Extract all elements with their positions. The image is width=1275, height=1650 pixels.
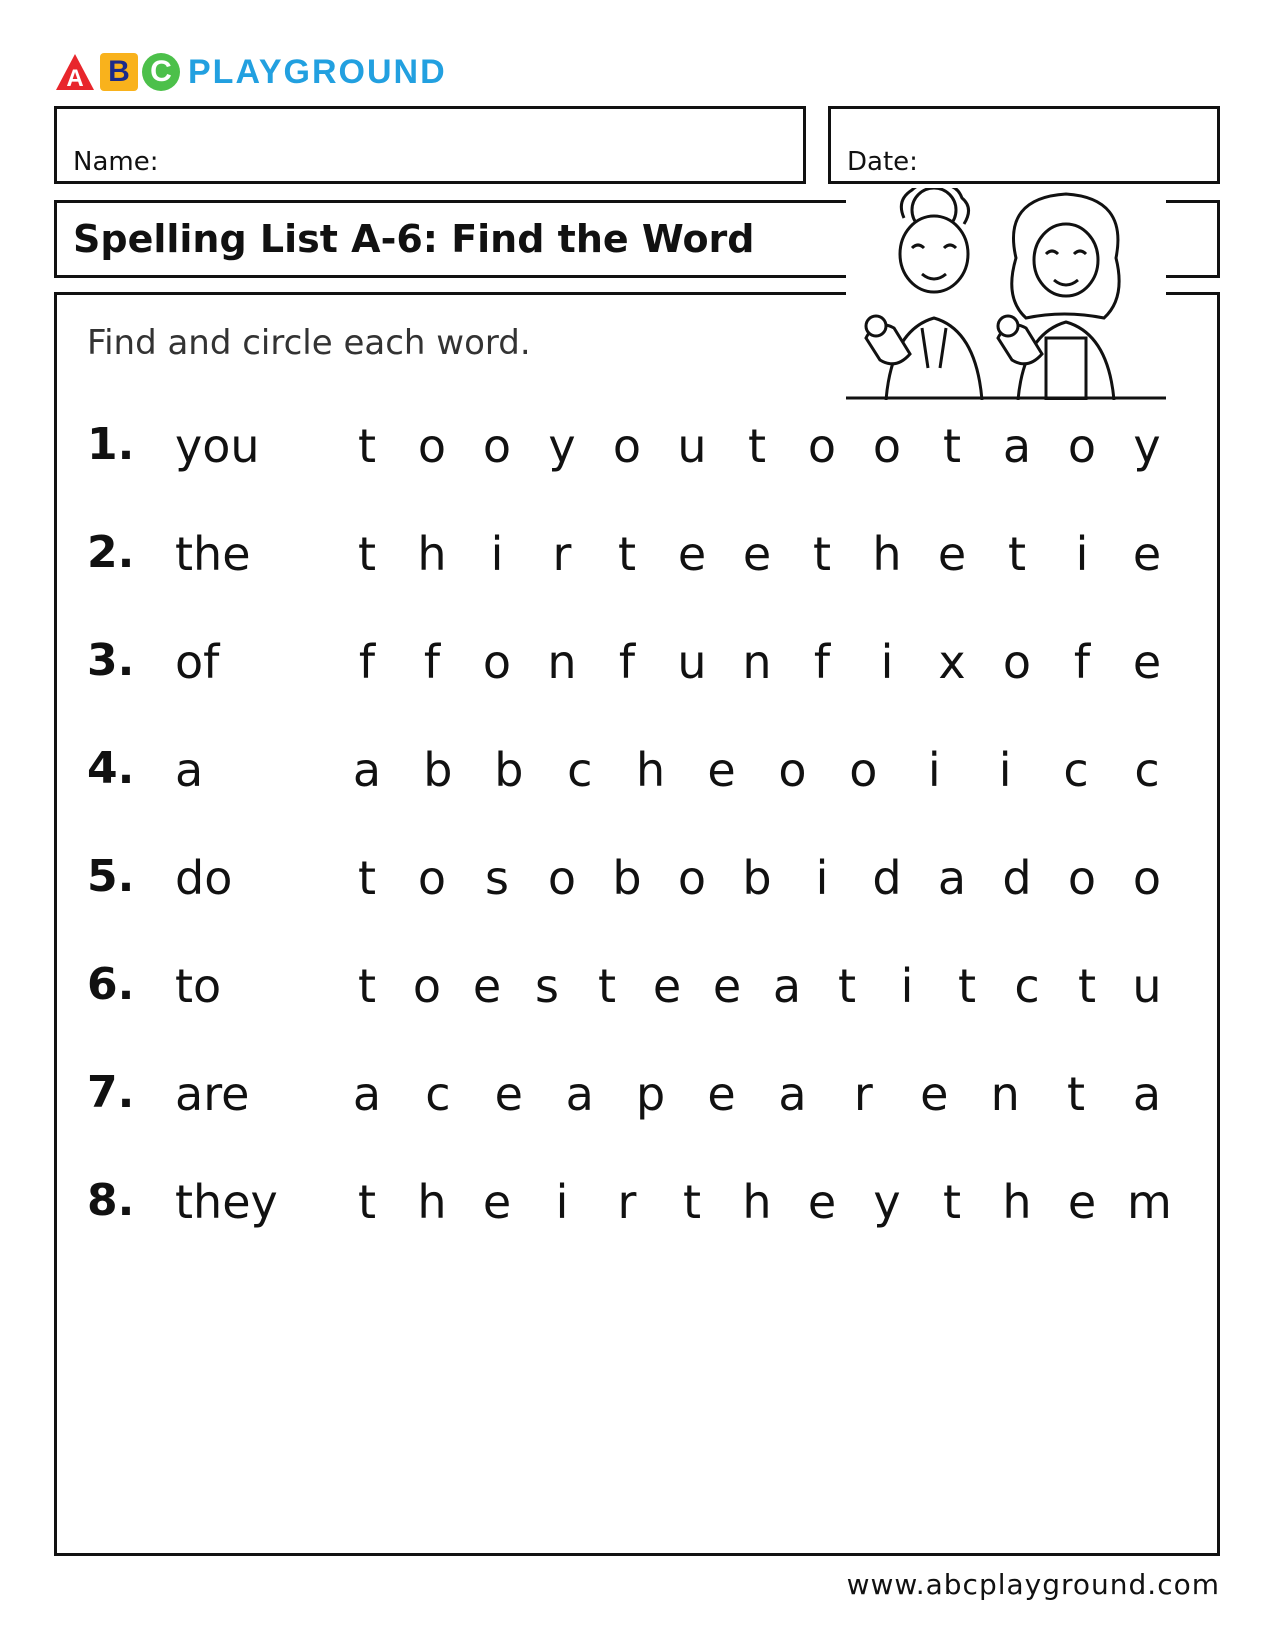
letter[interactable]: t [747,419,767,473]
letter[interactable]: o [1132,851,1162,905]
letter[interactable]: t [617,527,637,581]
instructions: Find and circle each word. [87,323,531,363]
letter[interactable]: c [567,743,593,797]
row-number: 2. [87,527,135,578]
word-row [57,847,1217,907]
letter[interactable]: e [482,1175,512,1229]
letter[interactable]: e [937,527,967,581]
letter[interactable]: t [957,959,977,1013]
letter[interactable]: b [742,851,772,905]
letter-strip [347,959,1167,1019]
target-word: you [175,419,260,473]
letter[interactable]: i [927,743,941,797]
row-number: 5. [87,851,135,902]
letter[interactable]: o [482,635,512,689]
letter[interactable]: e [472,959,502,1013]
letter-strip [347,635,1167,695]
target-word: they [175,1175,278,1229]
letter[interactable]: e [1132,527,1162,581]
letter[interactable]: h [636,743,666,797]
letter[interactable]: i [555,1175,569,1229]
row-number: 1. [87,419,135,470]
letter[interactable]: t [1077,959,1097,1013]
letter[interactable]: i [815,851,829,905]
letter[interactable]: o [612,419,642,473]
word-search-panel [54,292,1220,1556]
date-label: Date: [847,147,918,177]
letter[interactable]: o [1002,635,1032,689]
letter[interactable]: e [1067,1175,1097,1229]
letter[interactable]: t [942,1175,962,1229]
letter[interactable]: f [618,635,636,689]
website-url: www.abcplayground.com [846,1568,1220,1601]
target-word: are [175,1067,250,1121]
logo-letter-a: A [66,65,84,92]
letter[interactable]: i [490,527,504,581]
letter[interactable]: c [1063,743,1089,797]
row-number: 6. [87,959,135,1010]
letter[interactable]: b [612,851,642,905]
letter[interactable]: o [482,419,512,473]
letter[interactable]: o [872,419,902,473]
target-word: a [175,743,204,797]
worksheet-title: Spelling List A-6: Find the Word [73,217,755,261]
letter[interactable]: a [352,743,382,797]
letter-strip [347,1175,1172,1235]
letter[interactable]: x [938,635,966,689]
letter[interactable]: a [1132,1067,1162,1121]
target-word: to [175,959,222,1013]
word-row [57,955,1217,1015]
letter[interactable]: r [853,1067,873,1121]
kids-pointing-illustration [846,188,1166,400]
letter[interactable]: y [1133,419,1161,473]
letter[interactable]: i [880,635,894,689]
letter[interactable]: t [357,419,377,473]
letter-strip [347,1067,1167,1127]
letter[interactable]: t [1007,527,1027,581]
letter[interactable]: t [682,1175,702,1229]
letter[interactable]: c [425,1067,451,1121]
letter[interactable]: a [1002,419,1032,473]
row-number: 7. [87,1067,135,1118]
letter[interactable]: f [358,635,376,689]
logo-letter-b: B [100,53,138,91]
letter[interactable]: b [423,743,453,797]
letter[interactable]: h [872,527,902,581]
letter[interactable]: t [357,527,377,581]
letter[interactable]: u [677,419,707,473]
letter[interactable]: c [1014,959,1040,1013]
letter[interactable]: o [677,851,707,905]
word-row [57,415,1217,475]
letter[interactable]: r [617,1175,637,1229]
name-field[interactable] [54,106,806,184]
letter[interactable]: a [778,1067,807,1121]
letter[interactable]: t [812,527,832,581]
letter[interactable]: e [712,959,742,1013]
letter[interactable]: t [597,959,617,1013]
letter[interactable]: h [742,1175,772,1229]
letter[interactable]: o [417,419,447,473]
letter[interactable]: h [417,527,447,581]
letter[interactable]: a [772,959,802,1013]
letter[interactable]: c [1134,743,1160,797]
letter-strip [347,527,1167,587]
row-number: 8. [87,1175,135,1226]
letter[interactable]: t [942,419,962,473]
letter[interactable]: o [412,959,442,1013]
logo-a-triangle-icon [54,52,96,92]
letter[interactable]: i [998,743,1012,797]
letter[interactable]: e [742,527,772,581]
letter[interactable]: o [417,851,447,905]
letter[interactable]: a [352,1067,382,1121]
letter[interactable]: e [920,1067,949,1121]
letter[interactable]: e [807,1175,837,1229]
letter[interactable]: n [990,1067,1020,1121]
letter[interactable]: s [485,851,509,905]
letter[interactable]: u [1132,959,1162,1013]
row-number: 3. [87,635,135,686]
letter[interactable]: a [565,1067,594,1121]
letter[interactable]: o [547,851,577,905]
letter-strip [347,851,1167,911]
letter[interactable]: e [707,1067,736,1121]
name-label: Name: [73,147,159,177]
letter[interactable]: e [1132,635,1162,689]
target-word: of [175,635,220,689]
letter[interactable]: u [677,635,707,689]
letter[interactable]: i [900,959,914,1013]
logo-letter-c: C [142,53,180,91]
letter[interactable]: t [357,1175,377,1229]
letter[interactable]: i [1075,527,1089,581]
letter[interactable]: r [552,527,572,581]
letter[interactable]: t [1067,1067,1086,1121]
letter-strip [347,419,1167,479]
date-field[interactable] [828,106,1220,184]
word-row [57,1171,1217,1231]
letter[interactable]: t [357,851,377,905]
letter[interactable]: d [872,851,902,905]
letter[interactable]: f [423,635,441,689]
letter[interactable]: o [849,743,878,797]
letter[interactable]: a [937,851,967,905]
letter[interactable]: o [778,743,807,797]
letter[interactable]: h [1002,1175,1032,1229]
letter[interactable]: b [494,743,524,797]
letter[interactable]: y [548,419,576,473]
target-word: do [175,851,233,905]
word-row [57,631,1217,691]
letter[interactable]: o [1067,851,1097,905]
letter[interactable]: e [677,527,707,581]
letter[interactable]: p [636,1067,666,1121]
word-row [57,1063,1217,1123]
letter[interactable]: n [742,635,772,689]
word-row [57,523,1217,583]
letter[interactable]: t [837,959,857,1013]
word-row [57,739,1217,799]
letter[interactable]: e [652,959,682,1013]
letter[interactable]: f [1073,635,1091,689]
letter[interactable]: s [535,959,559,1013]
letter[interactable]: f [813,635,831,689]
row-number: 4. [87,743,135,794]
letter[interactable]: h [417,1175,447,1229]
letter[interactable]: e [494,1067,523,1121]
logo-wordmark: PLAYGROUND [188,52,447,91]
letter[interactable]: n [547,635,577,689]
letter[interactable]: t [357,959,377,1013]
letter[interactable]: o [1067,419,1097,473]
letter-strip [347,743,1167,803]
letter[interactable]: d [1002,851,1032,905]
letter[interactable]: m [1127,1175,1172,1229]
letter[interactable]: e [707,743,736,797]
letter[interactable]: y [873,1175,901,1229]
target-word: the [175,527,251,581]
abc-playground-logo [54,50,447,94]
letter[interactable]: o [807,419,837,473]
